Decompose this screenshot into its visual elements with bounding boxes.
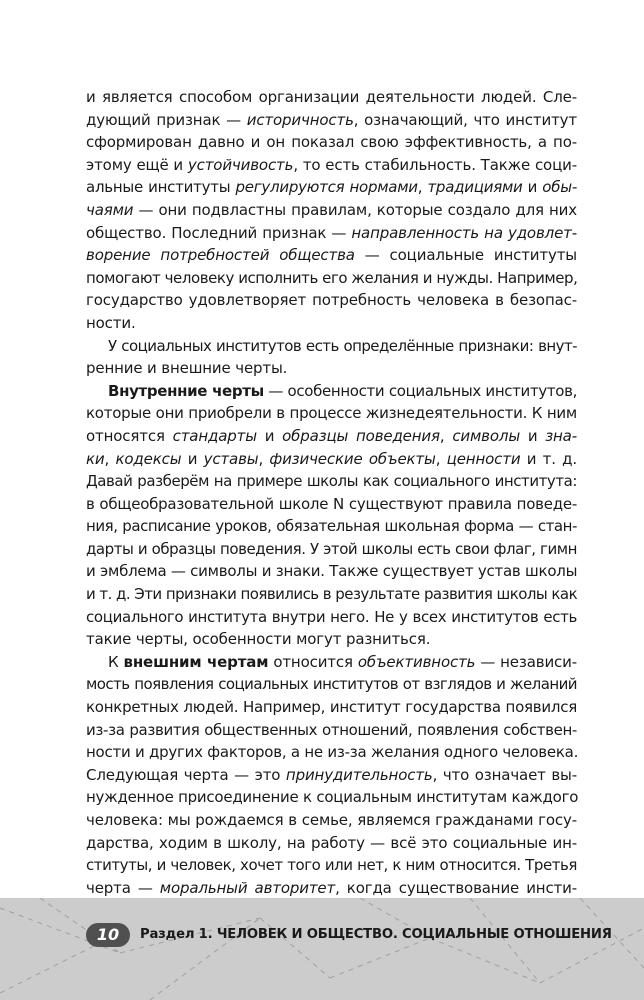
- text-run: и: [520, 426, 546, 445]
- text-line: [86, 154, 577, 177]
- text-run: ности.: [86, 313, 136, 332]
- text-line: [86, 741, 577, 764]
- text-run: в общеобразовательной школе N существуют правила поведе-: [86, 494, 577, 513]
- text-line: [86, 538, 577, 561]
- text-line: [86, 425, 577, 448]
- text-run: конкретных людей. Например, институт государства появился: [86, 698, 577, 717]
- text-run: ,: [258, 449, 270, 468]
- italic-term: направленность на удовлет-: [351, 223, 577, 242]
- text-line: [86, 854, 577, 877]
- italic-term: ценности: [446, 449, 521, 468]
- text-run: относятся: [86, 426, 173, 445]
- text-run: и т. д. Эти признаки появились в результате развития школы как: [86, 585, 578, 604]
- text-run: такие черты, особенности могут разниться.: [86, 630, 431, 649]
- page-number-badge: 10: [86, 923, 130, 947]
- italic-term: зна-: [545, 426, 577, 445]
- text-run: — особенности социальных институтов,: [263, 381, 577, 400]
- text-line: [86, 493, 577, 516]
- text-line: [86, 335, 577, 358]
- text-run: ности и других факторов, а не из-за желания одного человека.: [86, 743, 579, 762]
- text-line: [86, 786, 577, 809]
- text-line: [86, 651, 577, 674]
- text-run: К: [108, 652, 124, 671]
- text-run: дарства, ходим в школу, на работу — всё это социальные ин-: [86, 833, 577, 852]
- text-run: ,: [439, 426, 453, 445]
- text-run: помогают человеку исполнить его желания и нужды. Например,: [86, 268, 578, 287]
- text-run: — социальные институты: [354, 246, 577, 265]
- italic-term: устойчивость: [187, 155, 294, 174]
- text-run: дующий признак —: [86, 110, 247, 129]
- italic-term: регулируются нормами: [235, 178, 418, 197]
- text-line: [86, 877, 577, 900]
- text-line: [86, 267, 577, 290]
- text-run: сформирован давно и он показал свою эффективность, а по-: [86, 133, 577, 152]
- italic-term: объективность: [357, 652, 476, 671]
- text-run: и является способом организации деятельности людей. Сле-: [86, 88, 577, 106]
- text-run: государство удовлетворяет потребность человека в безопас-: [86, 291, 577, 310]
- text-line: [86, 131, 577, 154]
- text-run: , то есть стабильность. Также соци-: [293, 155, 577, 174]
- text-run: и т. д.: [520, 449, 577, 468]
- italic-term: уставы: [203, 449, 259, 468]
- text-run: Давай разберём на примере школы как социального института:: [86, 472, 577, 491]
- text-run: ,: [417, 178, 428, 197]
- italic-term: кодексы: [115, 449, 182, 468]
- text-run: человека: мы рождаемся в семье, являемся гражданами госу-: [86, 811, 577, 829]
- text-line: [86, 673, 577, 696]
- italic-term: чаями: [86, 200, 134, 219]
- body-text: [86, 86, 577, 899]
- text-line: [86, 515, 577, 538]
- text-run: ренние и внешние черты.: [86, 359, 288, 378]
- text-line: [86, 86, 577, 109]
- text-run: — они подвластны правилам, которые создало для них: [133, 200, 577, 219]
- italic-term: традициями: [427, 178, 523, 197]
- text-line: [86, 470, 577, 493]
- text-run: относится: [268, 652, 358, 671]
- text-line: [86, 628, 577, 651]
- text-run: и: [181, 449, 204, 468]
- text-run: — независи-: [475, 652, 577, 671]
- italic-term: обы-: [542, 178, 577, 197]
- italic-term: стандарты: [172, 426, 257, 445]
- text-run: , когда существование инсти-: [335, 878, 578, 897]
- section-title: Раздел 1. ЧЕЛОВЕК И ОБЩЕСТВО. СОЦИАЛЬНЫЕ ОТНОШЕНИЯ: [140, 927, 612, 942]
- dashed-line-pattern: [0, 898, 644, 1000]
- italic-term: принудительность: [285, 765, 433, 784]
- text-run: ституты, и человек, хочет того или нет, к ним относится. Третья: [86, 856, 577, 875]
- text-line: [86, 357, 577, 380]
- italic-term: образцы поведения: [282, 426, 440, 445]
- text-line: [86, 583, 577, 606]
- italic-term: физические объекты: [269, 449, 436, 468]
- text-run: Следующая черта — это: [86, 765, 286, 784]
- text-line: [86, 312, 577, 335]
- text-line: [86, 222, 577, 245]
- text-run: ,: [104, 449, 116, 468]
- text-line: [86, 109, 577, 132]
- italic-term: символы: [452, 426, 521, 445]
- text-run: из-за развития общественных отношений, появления собствен-: [86, 720, 577, 739]
- text-line: [86, 244, 577, 267]
- text-run: альные институты: [86, 178, 236, 197]
- text-run: ния, расписание уроков, обязательная школьная форма — стан-: [86, 517, 577, 536]
- text-line: [86, 402, 577, 425]
- text-line: [86, 719, 577, 742]
- text-run: , означающий, что институт: [353, 110, 577, 129]
- italic-term: ки: [86, 449, 105, 468]
- text-line: [86, 199, 577, 222]
- text-run: У социальных институтов есть определённые признаки: внут-: [108, 336, 577, 355]
- text-run: ,: [435, 449, 447, 468]
- bold-term: Внутренние черты: [108, 381, 264, 400]
- italic-term: историчность: [246, 110, 354, 129]
- text-line: [86, 764, 577, 787]
- text-line: [86, 289, 577, 312]
- text-run: дарты и образцы поведения. У этой школы есть свои флаг, гимн: [86, 539, 577, 558]
- text-line: [86, 176, 577, 199]
- text-line: [86, 809, 577, 832]
- text-run: и: [522, 178, 543, 197]
- text-run: социального института внутри него. Не у всех институтов есть: [86, 607, 577, 626]
- bold-term: внешним чертам: [123, 652, 269, 671]
- italic-term: моральный авторитет: [159, 878, 336, 897]
- text-run: и эмблема — символы и знаки. Также существует устав школы: [86, 562, 578, 581]
- text-run: и: [256, 426, 283, 445]
- text-run: этому ещё и: [86, 155, 188, 174]
- text-line: [86, 448, 577, 471]
- text-line: [86, 696, 577, 719]
- text-run: общество. Последний признак —: [86, 223, 352, 242]
- text-line: [86, 560, 577, 583]
- text-line: [86, 832, 577, 855]
- text-run: , что означает вы-: [432, 765, 577, 784]
- text-run: которые они приобрели в процессе жизнедеятельности. К ним: [86, 404, 577, 423]
- page-footer: [0, 898, 644, 1000]
- text-run: нужденное присоединение к социальным институтам каждого: [86, 788, 579, 807]
- text-line: [86, 606, 577, 629]
- text-run: мость появления социальных институтов от взглядов и желаний: [86, 675, 577, 694]
- text-line: [86, 380, 577, 403]
- italic-term: ворение потребностей общества: [86, 246, 355, 265]
- text-run: черта —: [86, 878, 160, 897]
